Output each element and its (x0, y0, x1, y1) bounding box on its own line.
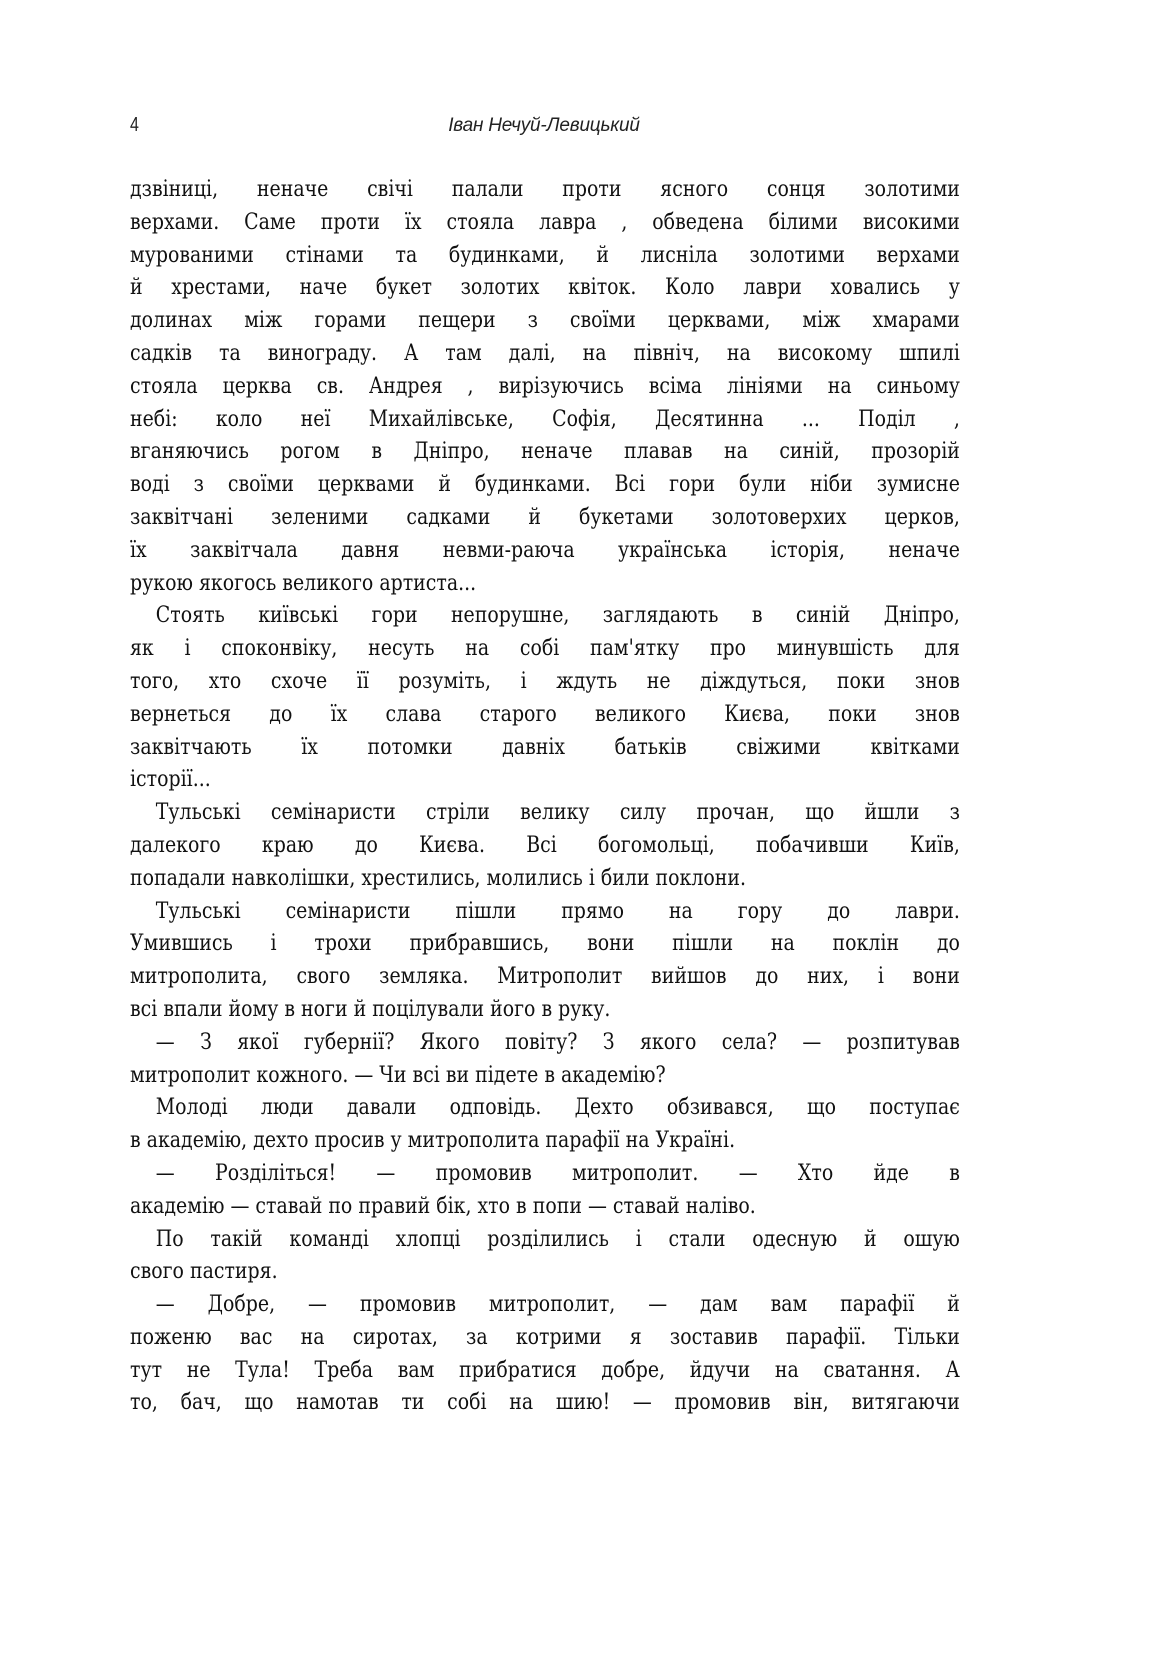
text-line: садків та винограду. А там далі, на північ, на високому шпилі (130, 340, 960, 366)
paragraph-first-line: Тульські семінаристи стріли велику силу прочан, що йшли з (155, 800, 960, 826)
text-line: того, хто схоче її розуміть, і ждуть не діждуться, поки знов (130, 668, 960, 694)
text-line: рукою якогось великого артиста... (130, 570, 477, 596)
text-line: тут не Тула! Треба вам прибратися добре, йдучи на сватання. А (130, 1357, 960, 1383)
text-line: долинах між горами пещери з своїми церквами, між хмарами (130, 308, 960, 334)
text-line: небі: коло неї Михайлівське, Софія, Десятинна ... Поділ , (130, 406, 960, 432)
text-line: митрополит кожного. — Чи всі ви підете в академію? (130, 1062, 666, 1088)
text-line: попадали навколішки, хрестились, молились і били поклони. (130, 865, 747, 891)
text-line: й хрестами, наче букет золотих квіток. Коло лаври ховались у (130, 275, 960, 301)
paragraph-first-line: Молоді люди давали одповідь. Дехто обзивався, що поступає (155, 1095, 960, 1121)
text-line: дзвіниці, неначе свічі палали проти ясного сонця золотими (130, 177, 960, 202)
text-line: свого пастиря. (130, 1259, 278, 1285)
paragraph-first-line: По такій команді хлопці розділились і стали одесную й ошую (155, 1226, 960, 1252)
text-line: заквітчають їх потомки давніх батьків свіжими квітками (130, 734, 960, 760)
text-line: вернеться до їх слава старого великого Києва, поки знов (130, 701, 960, 727)
text-line: стояла церква св. Андрея , вирізуючись всіма лініями на синьому (130, 373, 960, 399)
paragraph-first-line: — З якої губернії? Якого повіту? З якого села? — розпитував (155, 1029, 960, 1055)
text-line: митрополита, свого земляка. Митрополит вийшов до них, і вони (130, 964, 960, 990)
text-line: як і споконвіку, несуть на собі пам'ятку про минувшість для (130, 636, 960, 662)
body-text (130, 174, 960, 1420)
text-line: Умившись і трохи прибравшись, вони пішли на поклін до (130, 931, 960, 957)
running-title: Іван Нечуй-Левицький (448, 115, 640, 136)
text-line: воді з своїми церквами й будинками. Всі гори були ніби зумисне (130, 472, 960, 498)
text-line: їх заквітчала давня невми-раюча українська історія, неначе (130, 537, 960, 563)
text-line: всі впали йому в ноги й поцілували його в руку. (130, 996, 611, 1022)
text-line: академію — ставай по правий бік, хто в попи — ставай наліво. (130, 1193, 756, 1219)
text-line: в академію, дехто просив у митрополита парафії на Україні. (130, 1128, 736, 1154)
page-number: 4 (130, 114, 139, 136)
text-line: поженю вас на сиротах, за котрими я зоставив парафії. Тільки (130, 1324, 960, 1350)
text-line: верхами. Саме проти їх стояла лавра , обведена білими високими (130, 209, 960, 235)
text-line: то, бач, що намотав ти собі на шию! — промовив він, витягаючи (130, 1390, 960, 1416)
running-header (130, 114, 958, 144)
text-line: історії... (130, 767, 211, 793)
text-line: мурованими стінами та будинками, й лисніла золотими верхами (130, 242, 960, 268)
text-line: заквітчані зеленими садками й букетами золотоверхих церков, (130, 504, 960, 530)
text-line: далекого краю до Києва. Всі богомольці, побачивши Київ, (130, 832, 960, 858)
paragraph-first-line: Тульські семінаристи пішли прямо на гору до лаври. (155, 898, 960, 924)
paragraph-first-line: — Розділіться! — промовив митрополит. — Хто йде в (155, 1160, 960, 1186)
paragraph-first-line: — Добре, — промовив митрополит, — дам вам парафії й (155, 1292, 960, 1318)
paragraph-first-line: Стоять київські гори непорушне, заглядають в синій Дніпро, (155, 603, 960, 629)
text-line: вганяючись рогом в Дніпро, неначе плавав на синій, прозорій (130, 439, 960, 465)
